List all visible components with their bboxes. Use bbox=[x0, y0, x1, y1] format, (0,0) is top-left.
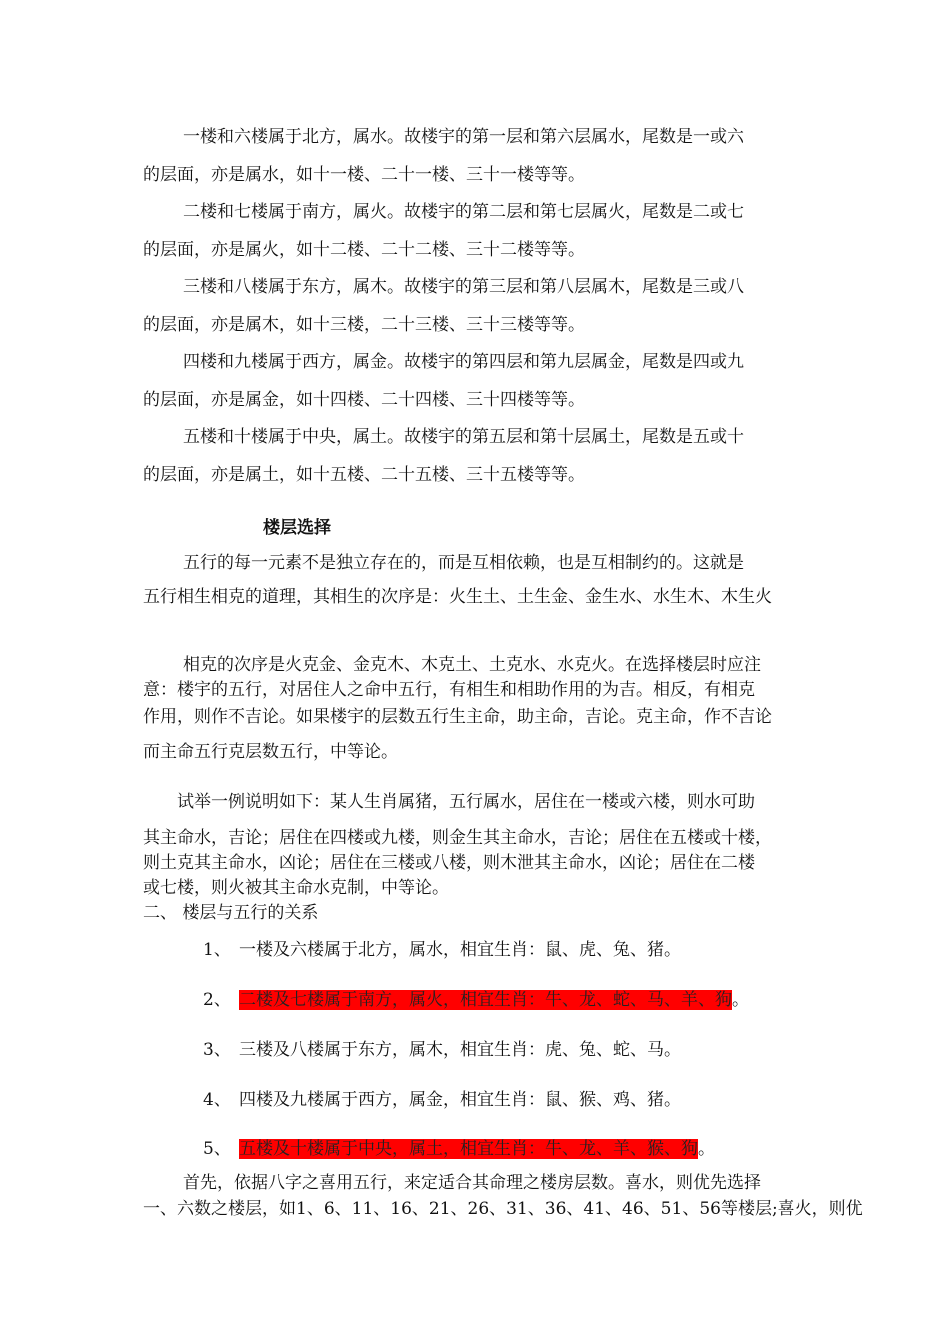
list-item bbox=[203, 1085, 681, 1110]
list-item bbox=[203, 1035, 681, 1060]
paragraph-wuxing bbox=[143, 546, 811, 614]
section-title: 二、 楼层与五行的关系 bbox=[143, 903, 319, 923]
text-line: 的层面，亦是属火，如十二楼、二十二楼、三十二楼等等。 bbox=[143, 240, 585, 260]
highlighted-text: 五楼及十楼属于中央，属土，相宜生肖：牛、龙、羊、猴、狗 bbox=[239, 1139, 698, 1159]
text-line: 相克的次序是火克金、金克木、木克土、土克水、水克火。在选择楼层时应注 bbox=[183, 655, 761, 675]
text-line: 四楼和九楼属于西方，属金。故楼宇的第四层和第九层属金，尾数是四或九 bbox=[183, 352, 744, 372]
paragraph-floor-3-8 bbox=[143, 268, 811, 344]
list-item-highlighted bbox=[203, 985, 749, 1010]
text-line: 则土克其主命水，凶论；居住在三楼或八楼，则木泄其主命水，凶论；居住在二楼 bbox=[143, 853, 755, 873]
text-line: 的层面，亦是属水，如十一楼、二十一楼、三十一楼等等。 bbox=[143, 165, 585, 185]
text-line: 一、六数之楼层，如1、6、11、16、21、26、31、36、41、46、51、56等楼层;喜火，则优 bbox=[143, 1199, 863, 1219]
list-tail: 。 bbox=[732, 990, 749, 1010]
section-heading: 楼层选择 bbox=[263, 518, 331, 538]
text-line: 作用，则作不吉论。如果楼宇的层数五行生主命，助主命，吉论。克主命，作不吉论 bbox=[143, 707, 772, 727]
text-line: 五行相生相克的道理，其相生的次序是：火生土、土生金、金生水、水生木、木生火 bbox=[143, 587, 772, 607]
list-number: 3、 bbox=[203, 1040, 231, 1060]
text-line: 试举一例说明如下：某人生肖属猪，五行属水，居住在一楼或六楼，则水可助 bbox=[177, 792, 755, 812]
list-number: 4、 bbox=[203, 1090, 231, 1110]
text-line: 二楼和七楼属于南方，属火。故楼宇的第二层和第七层属火，尾数是二或七 bbox=[183, 202, 744, 222]
list-text: 三楼及八楼属于东方，属木，相宜生肖：虎、兔、蛇、马。 bbox=[239, 1040, 681, 1060]
list-item bbox=[203, 935, 681, 960]
paragraph-floor-5-10 bbox=[143, 418, 811, 494]
list-text: 一楼及六楼属于北方，属水，相宜生肖：鼠、虎、兔、猪。 bbox=[239, 940, 681, 960]
text-line: 的层面，亦是属金，如十四楼、二十四楼、三十四楼等等。 bbox=[143, 390, 585, 410]
paragraph-floor-2-7 bbox=[143, 193, 811, 269]
text-line: 或七楼，则火被其主命水克制，中等论。 bbox=[143, 878, 449, 898]
paragraph-floor-4-9 bbox=[143, 343, 811, 419]
list-number: 1、 bbox=[203, 940, 231, 960]
list-text: 四楼及九楼属于西方，属金，相宜生肖：鼠、猴、鸡、猪。 bbox=[239, 1090, 681, 1110]
text-line: 的层面，亦是属土，如十五楼、二十五楼、三十五楼等等。 bbox=[143, 465, 585, 485]
text-line: 的层面，亦是属木，如十三楼，二十三楼、三十三楼等等。 bbox=[143, 315, 585, 335]
text-line: 五行的每一元素不是独立存在的，而是互相依赖，也是互相制约的。这就是 bbox=[183, 553, 744, 573]
text-line: 意：楼宇的五行，对居住人之命中五行，有相生和相助作用的为吉。相反，有相克 bbox=[143, 680, 755, 700]
text-line: 三楼和八楼属于东方，属木。故楼宇的第三层和第八层属木，尾数是三或八 bbox=[183, 277, 744, 297]
list-item-highlighted bbox=[203, 1134, 715, 1159]
text-line: 而主命五行克层数五行，中等论。 bbox=[143, 742, 398, 762]
text-line: 其主命水，吉论；居住在四楼或九楼，则金生其主命水，吉论；居住在五楼或十楼， bbox=[143, 828, 772, 848]
text-line: 一楼和六楼属于北方，属水。故楼宇的第一层和第六层属水，尾数是一或六 bbox=[183, 127, 744, 147]
list-tail: 。 bbox=[698, 1139, 715, 1159]
text-line: 五楼和十楼属于中央，属土。故楼宇的第五层和第十层属土，尾数是五或十 bbox=[183, 427, 744, 447]
list-number: 5、 bbox=[203, 1139, 231, 1159]
list-number: 2、 bbox=[203, 990, 231, 1010]
text-line: 首先，依据八字之喜用五行，来定适合其命理之楼房层数。喜水，则优先选择 bbox=[183, 1173, 761, 1193]
highlighted-text: 二楼及七楼属于南方，属火，相宜生肖：牛、龙、蛇、马、羊、狗 bbox=[239, 990, 732, 1010]
paragraph-floor-1-6 bbox=[143, 118, 811, 194]
